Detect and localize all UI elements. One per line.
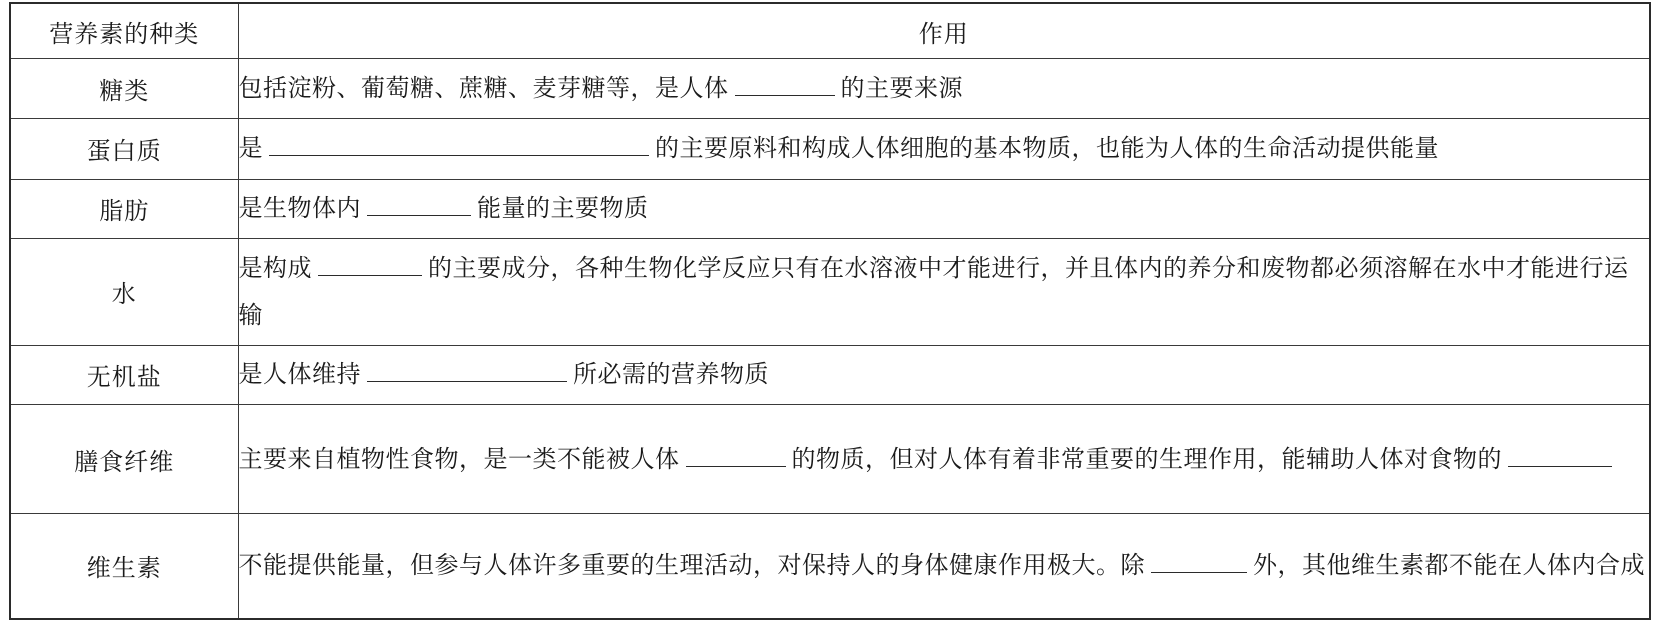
nutrient-kind: 水 [10, 239, 238, 346]
function-text: 是人体维持 [238, 360, 361, 389]
function-text: 主要来自植物性食物，是一类不能被人体 [238, 444, 680, 473]
nutrient-kind: 膳食纤维 [10, 405, 238, 514]
function-text: 是生物体内 [238, 194, 361, 223]
fill-blank[interactable] [735, 69, 835, 96]
nutrient-function [238, 179, 1650, 239]
function-text: 的主要成分，各种生物化学反应只有在水溶液中才能进行，并且体内的养分和废物都必须溶解在水中才能进行运输 [238, 253, 1629, 329]
header-function: 作用 [238, 3, 1650, 59]
function-text: 的物质，但对人体有着非常重要的生理作用，能辅助人体对食物的 [791, 444, 1502, 473]
nutrient-function [238, 118, 1650, 179]
nutrient-function [238, 59, 1650, 119]
nutrient-table [9, 2, 1651, 620]
fill-blank[interactable] [1508, 440, 1612, 467]
function-text: 包括淀粉、葡萄糖、蔗糖、麦芽糖等，是人体 [238, 74, 729, 103]
function-text: 能量的主要物质 [477, 194, 649, 223]
fill-blank[interactable] [367, 355, 567, 382]
nutrient-kind: 维生素 [10, 513, 238, 619]
function-text: 外，其他维生素都不能在人体内合成 [1253, 551, 1645, 580]
nutrient-function [238, 239, 1650, 346]
nutrient-function-sheet [9, 2, 1649, 620]
nutrient-function [238, 405, 1650, 514]
function-text: 是 [238, 134, 263, 163]
table-row [10, 118, 1650, 179]
fill-blank[interactable] [686, 440, 786, 467]
fill-blank[interactable] [367, 189, 471, 216]
function-text: 所必需的营养物质 [573, 360, 769, 389]
nutrient-kind: 无机盐 [10, 345, 238, 405]
fill-blank[interactable] [269, 129, 649, 156]
nutrient-kind: 脂肪 [10, 179, 238, 239]
table-row [10, 59, 1650, 119]
function-text: 的主要来源 [840, 74, 963, 103]
table-row [10, 513, 1650, 619]
header-kind: 营养素的种类 [10, 3, 238, 59]
table-row [10, 239, 1650, 346]
fill-blank[interactable] [1151, 546, 1247, 573]
table-row [10, 179, 1650, 239]
nutrient-kind: 蛋白质 [10, 118, 238, 179]
function-text: 的主要原料和构成人体细胞的基本物质，也能为人体的生命活动提供能量 [655, 134, 1439, 163]
table-row [10, 405, 1650, 514]
fill-blank[interactable] [318, 249, 422, 276]
function-text: 不能提供能量，但参与人体许多重要的生理活动，对保持人的身体健康作用极大。除 [238, 551, 1145, 580]
function-text: 是构成 [238, 253, 312, 282]
table-row [10, 345, 1650, 405]
nutrient-function [238, 513, 1650, 619]
nutrient-function [238, 345, 1650, 405]
table-header-row [10, 3, 1650, 59]
nutrient-kind: 糖类 [10, 59, 238, 119]
